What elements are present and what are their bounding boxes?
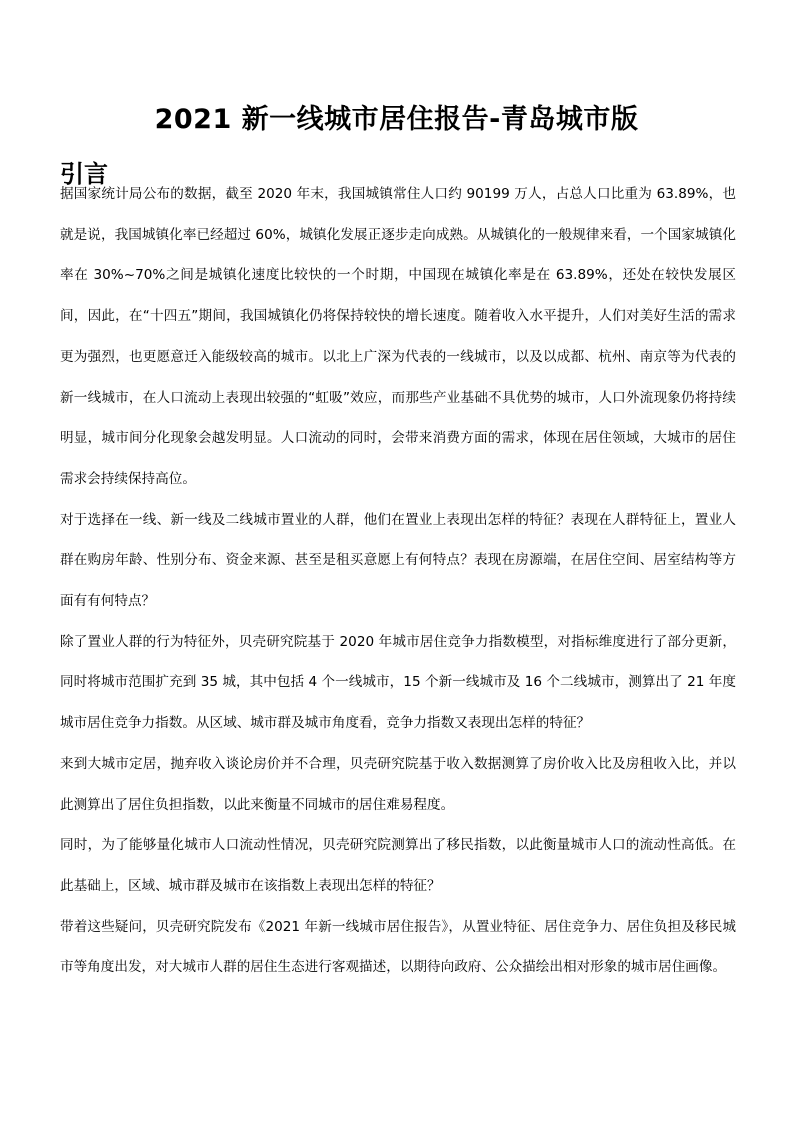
paragraph-report-release: 带着这些疑问，贝壳研究院发布《2021 年新一线城市居住报告》，从置业特征、居住竞争力、居住负担及移民城市等角度出发，对大城市人群的居住生态进行客观描述，以期待向政府、公众描绘出相对形象的城市居住画像。 bbox=[60, 918, 736, 976]
paragraph-buyer-questions: 对于选择在一线、新一线及二线城市置业的人群，他们在置业上表现出怎样的特征？表现在人群特征上，置业人群在购房年龄、性别分布、资金来源、甚至是租买意愿上有何特点？表现在房源端，在居住空间、居室结构等方面有有何特点？ bbox=[60, 511, 736, 610]
document-title: 2021 新一线城市居住报告-青岛城市版 bbox=[154, 104, 639, 136]
paragraph-urbanization: 据国家统计局公布的数据，截至 2020 年末，我国城镇常住人口约 90199 万人，占总人口比重为 63.89%，也就是说，我国城镇化率已经超过 60%，城镇化发展正逐步走向成熟。从城镇化的一般规律来看，一个国家城镇化率在 30%~70%之间是城镇化速度比较快的一个时期，中国现在城镇化率是在 63.89%，还处在较快发展区间，因此，在“十四五”期间，我国城镇化仍将保持较快的增长速度。随着收入水平提升，人们对美好生活的需求更为强烈，也更愿意迁入能级较高的城市。以北上广深为代表的一线城市，以及以成都、杭州、南京等为代表的新一线城市，在人口流动上表现出较强的“虹吸”效应，而那些产业基础不具优势的城市，人口外流现象仍将持续明显，城市间分化现象会越发明显。人口流动的同时，会带来消费方面的需求，体现在居住领域，大城市的居住需求会持续保持高位。 bbox=[60, 186, 736, 487]
section-heading-introduction: 引言 bbox=[60, 159, 108, 188]
paragraph-migration-index: 同时，为了能够量化城市人口流动性情况，贝壳研究院测算出了移民指数，以此衡量城市人口的流动性高低。在此基础上，区域、城市群及城市在该指数上表现出怎样的特征？ bbox=[60, 837, 736, 894]
paragraph-competitiveness-index: 除了置业人群的行为特征外，贝壳研究院基于 2020 年城市居住竞争力指数模型，对指标维度进行了部分更新，同时将城市范围扩充到 35 城，其中包括 4 个一线城市，15 个新一线城市及 16 个二线城市，测算出了 21 年度城市居住竞争力指数。从区域、城市群及城市角度看，竞争力指数又表现出怎样的特征？ bbox=[60, 633, 736, 732]
paragraph-housing-burden: 来到大城市定居，抛弃收入谈论房价并不合理，贝壳研究院基于收入数据测算了房价收入比及房租收入比，并以此测算出了居住负担指数，以此来衡量不同城市的居住难易程度。 bbox=[60, 755, 736, 813]
document-body bbox=[60, 174, 736, 988]
